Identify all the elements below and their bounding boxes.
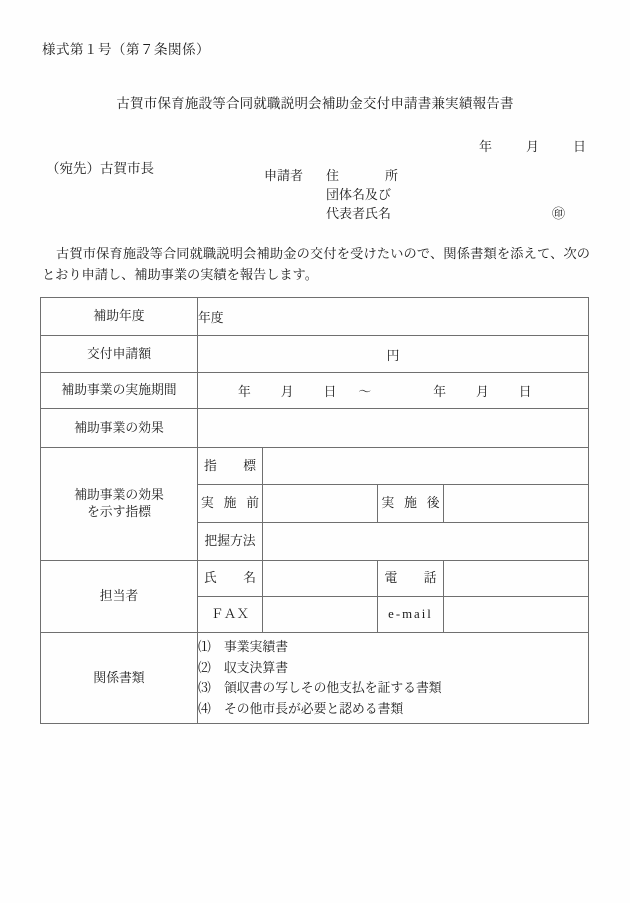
list-item	[198, 658, 588, 679]
documents-list	[198, 633, 589, 724]
method-label: 把握方法	[198, 523, 263, 561]
subsidy-year-value[interactable]: 年度	[198, 298, 589, 336]
contact-phone-value[interactable]	[444, 561, 589, 597]
document-title: 古賀市保育施設等合同就職説明会補助金交付申請書兼実績報告書	[116, 96, 514, 111]
contact-fax-label: ＦＡＸ	[198, 597, 263, 633]
contact-name-label: 氏 名	[198, 561, 263, 597]
project-effect-value[interactable]	[198, 409, 589, 448]
list-item-label: 領収書の写しその他支払を証する書類	[224, 681, 442, 695]
body-paragraph: 古賀市保育施設等合同就職説明会補助金の交付を受けたいので、関係書類を添えて、次のとおり申請し、補助事業の実績を報告します。	[42, 246, 590, 282]
applicant-lead-label: 申請者	[264, 168, 304, 183]
table-row-grant-amount	[41, 336, 589, 373]
table-row-documents	[41, 633, 589, 724]
applicant-address-row	[264, 166, 414, 185]
date-line	[479, 136, 586, 155]
date-year-label: 年	[478, 139, 492, 154]
effect-indicator-label: 補助事業の効果 を示す指標	[41, 448, 198, 561]
list-item-label: 収支決算書	[224, 660, 288, 675]
project-period-label: 補助事業の実施期間	[41, 373, 198, 409]
list-item	[198, 678, 588, 699]
after-value[interactable]	[444, 485, 589, 523]
list-item-label: 事業実績書	[224, 640, 288, 654]
list-item-number: ⑶	[198, 681, 211, 695]
table-row-subsidy-year	[41, 298, 589, 336]
application-form-table	[40, 297, 589, 724]
before-label: 実 施 前	[198, 485, 263, 523]
contact-fax-value[interactable]	[263, 597, 378, 633]
indicator-label: 指 標	[198, 448, 263, 485]
documents-label: 関係書類	[41, 633, 198, 724]
grant-amount-label: 交付申請額	[41, 336, 198, 373]
table-row-project-effect	[41, 409, 589, 448]
project-effect-label: 補助事業の効果	[41, 409, 198, 448]
date-month-label: 月	[525, 139, 539, 154]
applicant-org-row	[264, 185, 414, 204]
contact-email-label: e-mail	[378, 597, 444, 633]
indicator-value[interactable]	[263, 448, 589, 485]
applicant-org-label: 団体名及び	[326, 187, 392, 202]
before-value[interactable]	[263, 485, 378, 523]
contact-phone-label: 電 話	[378, 561, 444, 597]
applicant-block	[264, 166, 566, 223]
seal-icon: ㊞	[552, 206, 566, 221]
list-item	[198, 699, 588, 720]
applicant-representative-row	[264, 204, 414, 223]
applicant-representative-label: 代表者氏名	[326, 206, 392, 221]
table-row-contact-name	[41, 561, 589, 597]
form-number: 様式第１号（第７条関係）	[42, 42, 210, 57]
after-label: 実 施 後	[378, 485, 444, 523]
table-row-project-period	[41, 373, 589, 409]
list-item-label: その他市長が必要と認める書類	[224, 701, 404, 716]
list-item-number: ⑴	[198, 640, 211, 654]
applicant-address-label: 住 所	[326, 168, 398, 183]
date-day-label: 日	[572, 139, 586, 154]
addressee: （宛先）古賀市長	[46, 161, 154, 176]
grant-amount-value[interactable]: 円	[198, 336, 589, 373]
contact-name-value[interactable]	[263, 561, 378, 597]
table-row-effect-indicator	[41, 448, 589, 485]
contact-email-value[interactable]	[444, 597, 589, 633]
project-period-value[interactable]: 年 月 日 ～ 年 月 日	[198, 373, 589, 409]
list-item-number: ⑷	[198, 701, 211, 716]
subsidy-year-label: 補助年度	[41, 298, 198, 336]
method-value[interactable]	[263, 523, 589, 561]
contact-label: 担当者	[41, 561, 198, 633]
list-item	[198, 637, 588, 658]
list-item-number: ⑵	[198, 660, 211, 675]
